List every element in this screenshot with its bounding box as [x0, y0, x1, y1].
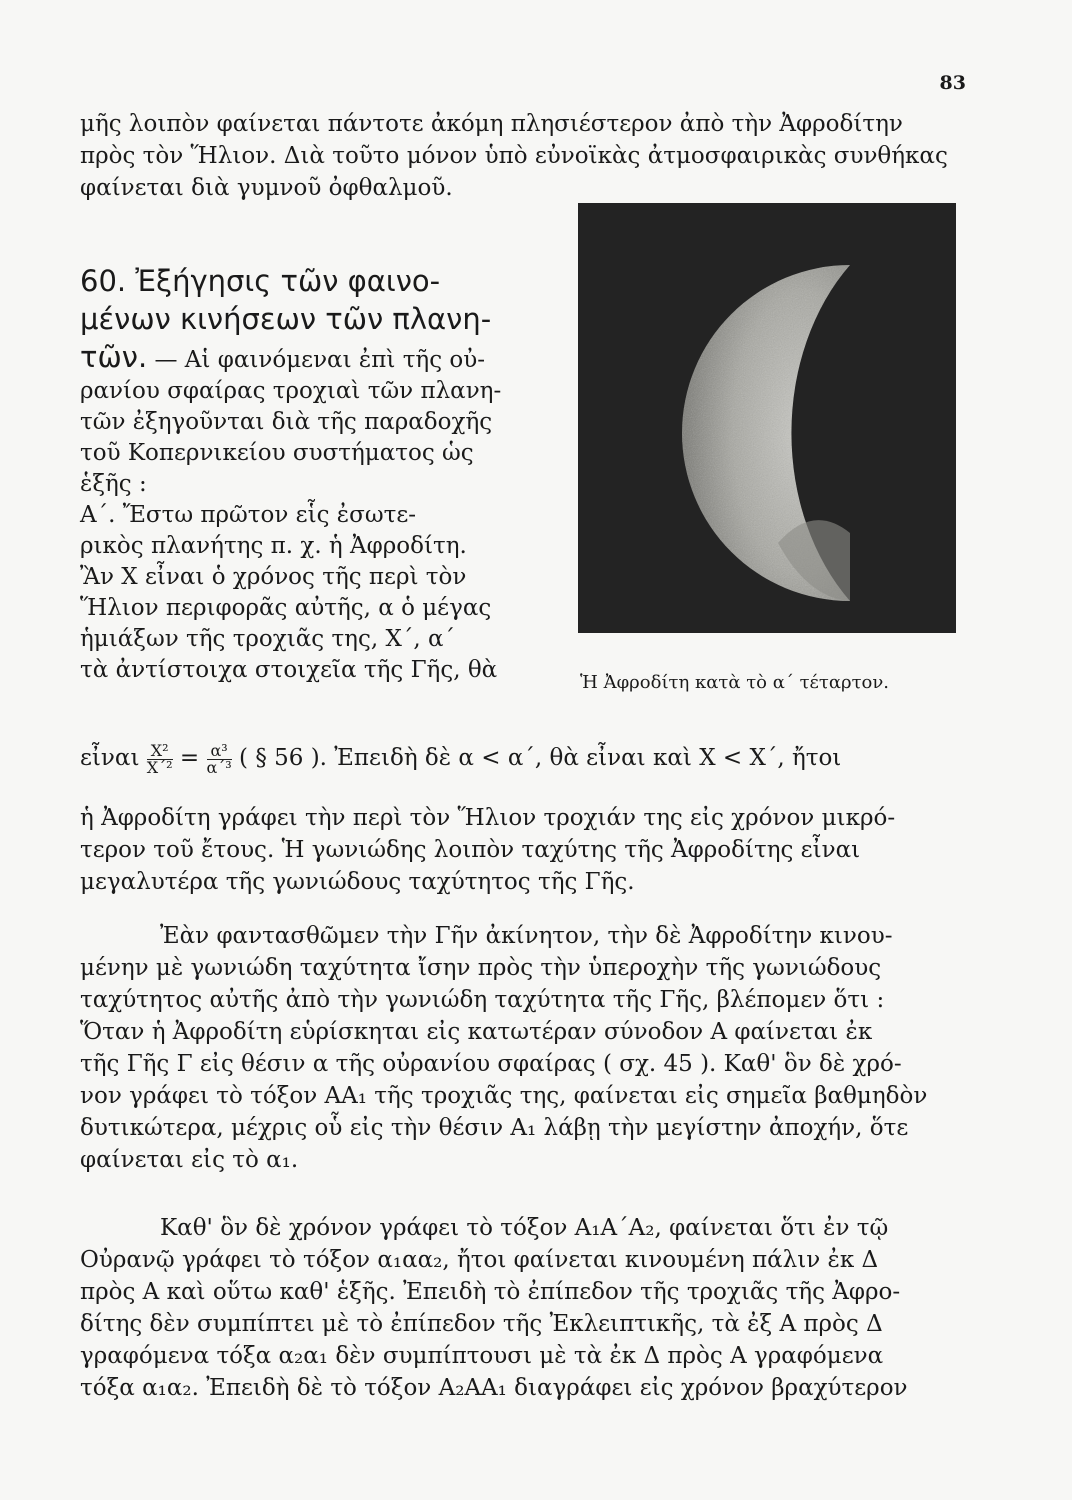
figure-caption: Ἡ Ἀφροδίτη κατὰ τὸ α΄ τέταρτον.	[580, 672, 890, 693]
text-line: τὰ ἀντίστοιχα στοιχεῖα τῆς Γῆς, θὰ	[80, 657, 498, 683]
text-line: Ἥλιον περιφορᾶς αὐτῆς, α ὁ μέγας	[80, 595, 492, 621]
text-line: ταχύτητος αὐτῆς ἀπὸ τὴν γωνιώδη ταχύτητα τῆς Γῆς, βλέπομεν ὅτι :	[80, 987, 885, 1013]
text-line: τόξα α₁α₂. Ἐπειδὴ δὲ τὸ τόξον Α₂ΑΑ₁ διαγράφει εἰς χρόνον βραχύτερον	[80, 1375, 908, 1401]
formula-prefix: εἶναι	[80, 745, 140, 771]
venus-phase-image	[578, 203, 956, 633]
fraction-numerator: α³	[207, 743, 232, 760]
text-line: τοῦ Κοπερνικείου συστήματος ὡς	[80, 440, 474, 466]
text-line: πρὸς Α καὶ οὕτω καθ' ἑξῆς. Ἐπειδὴ τὸ ἐπίπεδον τῆς τροχιᾶς τῆς Ἀφρο-	[80, 1279, 901, 1305]
text-line: μεγαλυτέρα τῆς γωνιώδους ταχύτητος τῆς Γῆς.	[80, 869, 635, 895]
fraction-numerator: Χ²	[147, 743, 173, 760]
venus-photo	[578, 203, 956, 633]
section-heading: 60. Ἐξήγησις τῶν φαινο-	[80, 264, 441, 298]
section-heading: μένων κινήσεων τῶν πλανη-	[80, 302, 492, 336]
text-line: ρανίου σφαίρας τροχιαὶ τῶν πλανη-	[80, 378, 502, 404]
text-line	[80, 742, 960, 776]
fraction-lhs	[146, 740, 173, 777]
paragraph-2	[80, 920, 960, 1176]
text-line: δυτικώτερα, μέχρις οὗ εἰς τὴν θέσιν Α₁ λάβῃ τὴν μεγίστην ἀποχήν, ὅτε	[80, 1115, 909, 1141]
text-line: Οὐρανῷ γράφει τὸ τόξον α₁αα₂, ἤτοι φαίνεται κινουμένη πάλιν ἐκ Δ	[80, 1247, 879, 1273]
text-line: Καθ' ὃν δὲ χρόνον γράφει τὸ τόξον Α₁Α΄Α₂, φαίνεται ὅτι ἐν τῷ	[160, 1215, 889, 1241]
text-line	[80, 338, 550, 376]
formula-line	[80, 742, 960, 776]
text-line: φαίνεται διὰ γυμνοῦ ὀφθαλμοῦ.	[80, 175, 453, 201]
fraction-denominator: α΄³	[206, 757, 232, 777]
text-line: ἡ Ἀφροδίτη γράφει τὴν περὶ τὸν Ἥλιον τροχιάν της εἰς χρόνον μικρό-	[80, 805, 896, 831]
fraction-rhs	[206, 740, 232, 777]
section-text: — Αἱ φαινόμεναι ἐπὶ τῆς οὐ-	[147, 347, 486, 373]
page-number: 83	[939, 72, 966, 94]
text-line: Α΄. Ἔστω πρῶτον εἷς ἐσωτε-	[80, 502, 417, 528]
text-line: πρὸς τὸν Ἥλιον. Διὰ τοῦτο μόνον ὑπὸ εὐνοϊκὰς ἀτμοσφαιρικὰς συνθήκας	[80, 143, 948, 169]
text-line: γραφόμενα τόξα α₂α₁ δὲν συμπίπτουσι μὲ τὰ ἐκ Δ πρὸς Α γραφόμενα	[80, 1343, 884, 1369]
fraction-denominator: Χ΄²	[146, 757, 173, 777]
text-line: Ἐὰν φαντασθῶμεν τὴν Γῆν ἀκίνητον, τὴν δὲ Ἀφροδίτην κινου-	[160, 923, 893, 949]
text-line: δίτης δὲν συμπίπτει μὲ τὸ ἐπίπεδον τῆς Ἐκλειπτικῆς, τὰ ἐξ Α πρὸς Δ	[80, 1311, 883, 1337]
text-line: νον γράφει τὸ τόξον ΑΑ₁ τῆς τροχιᾶς της, φαίνεται εἰς σημεῖα βαθμηδὸν	[80, 1083, 928, 1109]
formula-rest: ( § 56 ). Ἐπειδὴ δὲ α < α΄, θὰ εἶναι καὶ Χ < Χ΄, ἤτοι	[239, 745, 842, 771]
text-line: μένην μὲ γωνιώδη ταχύτητα ἴσην πρὸς τὴν ὑπεροχὴν τῆς γωνιώδους	[80, 955, 882, 981]
text-line: τῶν ἐξηγοῦνται διὰ τῆς παραδοχῆς	[80, 409, 493, 435]
text-line: φαίνεται εἰς τὸ α₁.	[80, 1147, 299, 1173]
paragraph-3	[80, 1212, 960, 1404]
text-line: ρικὸς πλανήτης π. χ. ἡ Ἀφροδίτη.	[80, 533, 467, 559]
paragraph-1	[80, 802, 960, 898]
text-line: Ἂν Χ εἶναι ὁ χρόνος τῆς περὶ τὸν	[80, 564, 467, 590]
intro-paragraph	[80, 108, 960, 204]
text-line: τερον τοῦ ἔτους. Ἡ γωνιώδης λοιπὸν ταχύτης τῆς Ἀφροδίτης εἶναι	[80, 837, 861, 863]
equals-sign: =	[179, 745, 200, 771]
text-line: τῆς Γῆς Γ εἰς θέσιν α τῆς οὐρανίου σφαίρας ( σχ. 45 ). Καθ' ὃν δὲ χρό-	[80, 1051, 902, 1077]
text-line: Ὅταν ἡ Ἀφροδίτη εὑρίσκηται εἰς κατωτέραν σύνοδον Α φαίνεται ἐκ	[80, 1019, 873, 1045]
text-line: ἑξῆς :	[80, 471, 147, 497]
text-line: ἡμιάξων τῆς τροχιᾶς της, Χ΄, α΄	[80, 626, 455, 652]
text-line: μῆς λοιπὸν φαίνεται πάντοτε ἀκόμη πλησιέστερον ἀπὸ τὴν Ἀφροδίτην	[80, 111, 903, 137]
section-60	[80, 262, 550, 686]
section-heading-end: τῶν.	[80, 340, 148, 374]
